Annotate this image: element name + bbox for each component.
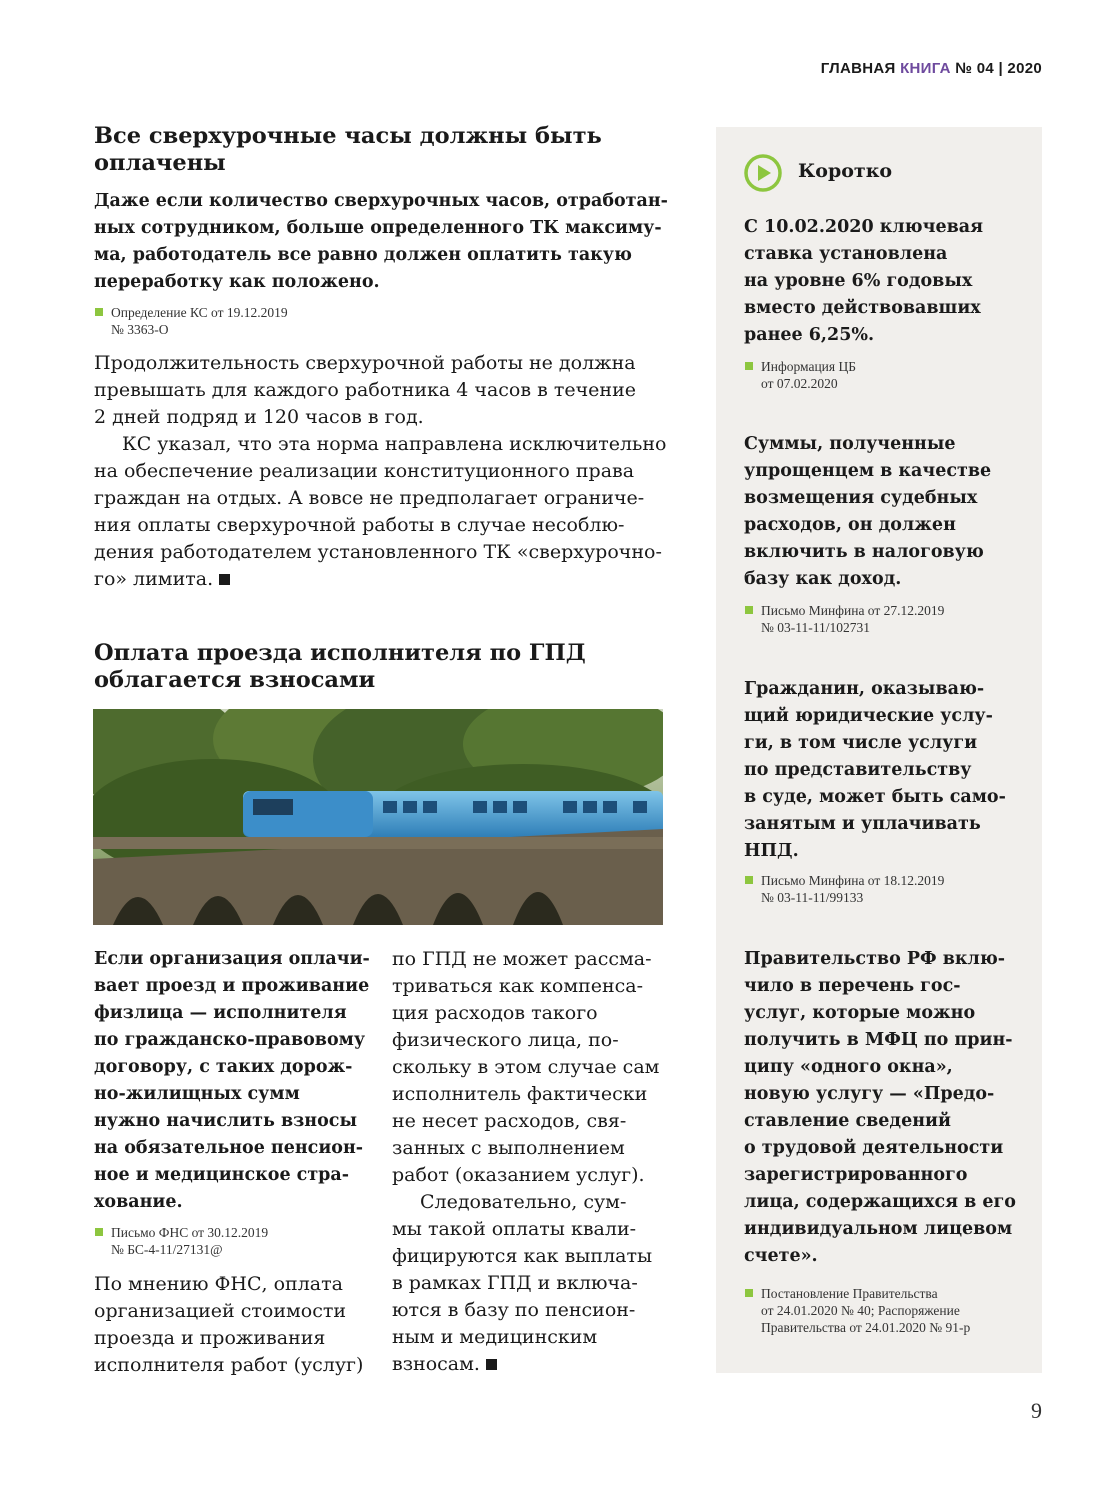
article1-title: Все сверхурочные часы должны быть оплачены	[94, 123, 602, 176]
bullet-square-icon	[95, 1228, 103, 1236]
article1-paragraph-2: КС указал, что эта норма направлена исключительно на обеспечение реализации конституционного права граждан на отдых. А вовсе не предполагает ограниче- ния оплаты сверхурочной работы в случае несоблю- дения работодателем установленного ТК «сверхурочно- го» лимита.	[94, 433, 667, 590]
magazine-title-part2: КНИГА	[900, 60, 951, 77]
bullet-square-icon	[745, 606, 753, 614]
article2-source-ref: Письмо ФНС от 30.12.2019 № БС-4-11/27131@	[95, 1224, 375, 1258]
bullet-square-icon	[745, 1289, 753, 1297]
bullet-square-icon	[745, 876, 753, 884]
end-of-article-mark	[219, 574, 230, 585]
sidebar-item-1-ref: Информация ЦБ от 07.02.2020	[745, 358, 1025, 392]
article2-column2-text: по ГПД не может рассма- триваться как компенса- ция расходов такого физического лица, по- скольку в этом случае сам исполнитель фактически не несет расходов, свя- занных с выполнением работ (оказанием услуг). Следовательно, сум- мы такой оплаты квали- фицируются как выплаты в рамках ГПД и включа- ются в базу по пенсион- ным и медицинским взносам.	[392, 948, 660, 1375]
sidebar-item-3-ref: Письмо Минфина от 18.12.2019 № 03-11-11/99133	[745, 872, 1025, 906]
article2-title: Оплата проезда исполнителя по ГПД облагается взносами	[94, 640, 586, 693]
article2-column1-text: По мнению ФНС, оплата организацией стоимости проезда и проживания исполнителя работ (услуг)	[94, 1273, 364, 1376]
sidebar-item-3: Гражданин, оказываю- щий юридические услу- ги, в том числе услуги по представительству в суде, может быть само- занятым и уплачивать НПД.	[744, 679, 1006, 861]
article1-source-ref: Определение КС от 19.12.2019 № 3363-О	[95, 304, 395, 338]
bullet-square-icon	[745, 362, 753, 370]
bullet-square-icon	[95, 308, 103, 316]
issue-number: № 04 | 2020	[955, 60, 1042, 77]
magazine-title-part1: ГЛАВНАЯ	[820, 60, 896, 77]
magazine-header	[821, 60, 1042, 77]
sidebar-item-1: С 10.02.2020 ключевая ставка установлена на уровне 6% годовых вместо действовавших ранее 6,25%.	[744, 217, 984, 345]
article1-lead: Даже если количество сверхурочных часов, отработан- ных сотрудником, больше определенного ТК максиму- ма, работодатель все равно должен оплатить такую переработку как положено.	[94, 191, 668, 292]
sidebar-item-2: Суммы, полученные упрощенцем в качестве возмещения судебных расходов, он должен включить в налоговую базу как доход.	[744, 434, 992, 589]
sidebar-item-4-ref: Постановление Правительства от 24.01.2020 № 40; Распоряжение Правительства от 24.01.2020 № 91-р	[745, 1285, 1030, 1336]
page-number: 9	[1031, 1398, 1042, 1423]
train-on-bridge-photo	[93, 709, 663, 925]
article2-lead: Если организация оплачи- вает проезд и проживание физлица — исполнителя по гражданско-правовому договору, с таких дорож- но-жилищных сумм нужно начислить взносы на обязательное пенсион- ное и медицинское стра- хование.	[94, 949, 370, 1212]
play-circle-icon	[743, 153, 783, 193]
end-of-article-mark	[486, 1359, 497, 1370]
sidebar-item-4: Правительство РФ вклю- чило в перечень гос- услуг, которые можно получить в МФЦ по прин- ципу «одного окна», новую услугу — «Предо- ставление сведений о трудовой деятельности зарегистрированного лица, содержащихся в его индивидуальном лицевом счете».	[744, 949, 1016, 1266]
sidebar-item-2-ref: Письмо Минфина от 27.12.2019 № 03-11-11/102731	[745, 602, 1025, 636]
sidebar-heading: Коротко	[798, 160, 893, 182]
article1-paragraph-1: Продолжительность сверхурочной работы не должна превышать для каждого работника 4 часов в течение 2 дней подряд и 120 часов в год.	[94, 352, 636, 428]
